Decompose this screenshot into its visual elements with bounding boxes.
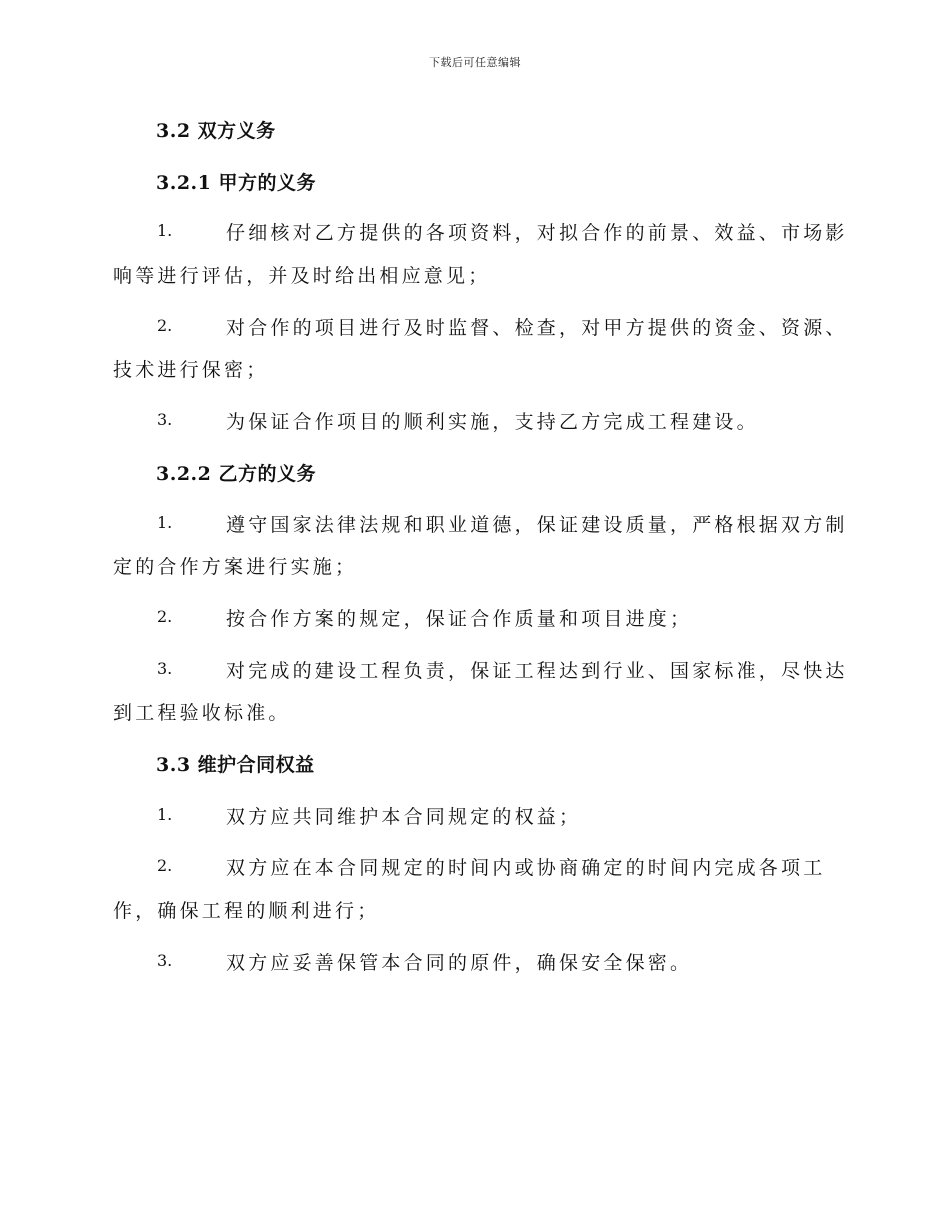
- list-item-text-continued: 到工程验收标准。: [113, 702, 291, 724]
- list-item-number: 3.: [157, 410, 173, 429]
- subsection-heading: 3.2.1 甲方的义务: [156, 172, 317, 194]
- page-header: 下载后可任意编辑: [429, 56, 521, 69]
- list-item-text: 双方应妥善保管本合同的原件，确保安全保密。: [226, 952, 693, 974]
- list-item-text: 为保证合作项目的顺利实施，支持乙方完成工程建设。: [226, 411, 759, 433]
- list-item-text: 双方应在本合同规定的时间内或协商确定的时间内完成各项工: [226, 857, 826, 879]
- list-item-number: 2.: [157, 856, 173, 875]
- list-item-text: 对合作的项目进行及时监督、检查，对甲方提供的资金、资源、: [226, 317, 848, 339]
- list-item-number: 1.: [157, 221, 173, 240]
- list-item-number: 3.: [157, 659, 173, 678]
- list-item-number: 1.: [157, 805, 173, 824]
- list-item-number: 3.: [157, 951, 173, 970]
- subsection-heading: 3.2.2 乙方的义务: [156, 463, 317, 485]
- list-item-text-continued: 响等进行评估，并及时给出相应意见；: [113, 265, 491, 287]
- section-heading: 3.3 维护合同权益: [156, 754, 315, 776]
- list-item-text: 仔细核对乙方提供的各项资料，对拟合作的前景、效益、市场影: [226, 222, 848, 244]
- list-item-number: 2.: [157, 316, 173, 335]
- list-item-text: 按合作方案的规定，保证合作质量和项目进度；: [226, 608, 693, 630]
- list-item-number: 1.: [157, 513, 173, 532]
- list-item-text: 双方应共同维护本合同规定的权益；: [226, 806, 582, 828]
- list-item-text: 遵守国家法律法规和职业道德，保证建设质量，严格根据双方制: [226, 514, 848, 536]
- list-item-text: 对完成的建设工程负责，保证工程达到行业、国家标准，尽快达: [226, 660, 848, 682]
- list-item-text-continued: 作，确保工程的顺利进行；: [113, 900, 380, 922]
- list-item-number: 2.: [157, 607, 173, 626]
- list-item-text-continued: 技术进行保密；: [113, 359, 269, 381]
- section-heading: 3.2 双方义务: [156, 120, 276, 142]
- list-item-text-continued: 定的合作方案进行实施；: [113, 556, 358, 578]
